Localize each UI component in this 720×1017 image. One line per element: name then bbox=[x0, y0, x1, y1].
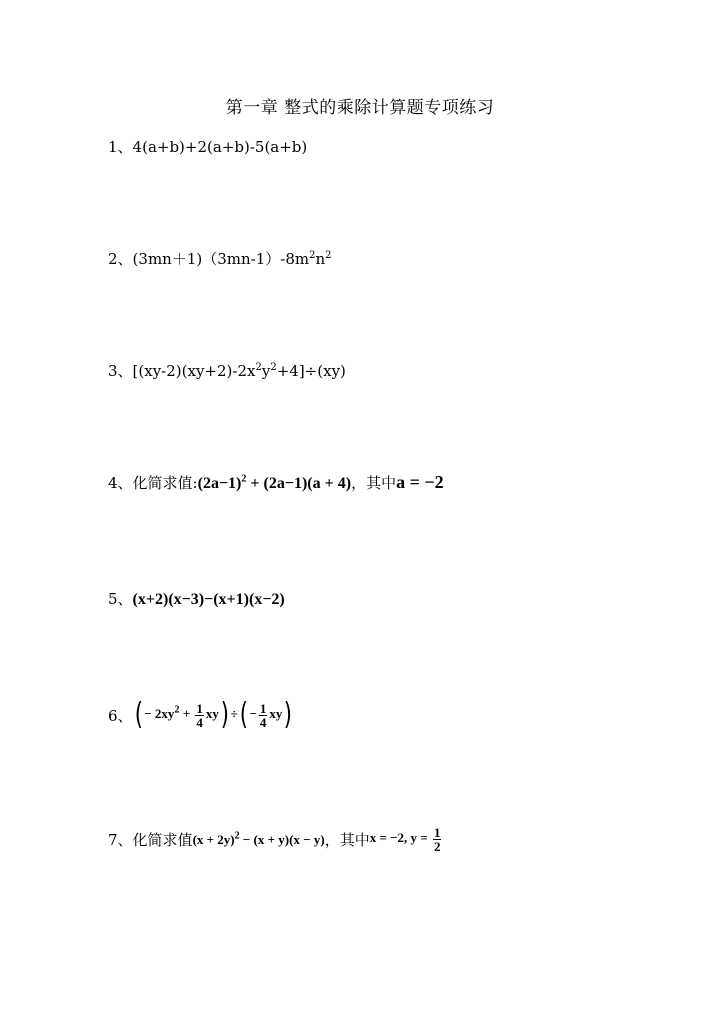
problem-number: 3、 bbox=[108, 362, 133, 380]
problem-prefix: 化简求值: bbox=[132, 474, 198, 492]
problem-number: 4、 bbox=[108, 474, 133, 492]
problem-1 bbox=[108, 136, 307, 157]
fraction: $\frac{1}{4}$ bbox=[196, 700, 203, 730]
fraction: $\frac{1}{2}$ bbox=[433, 825, 441, 854]
problem-expression: $(3mn+1)(3mn-1)-8m^2n^2$ bbox=[132, 250, 332, 268]
problem-expression: (x+2)(x−3)−(x+1)(x−2) bbox=[132, 591, 285, 608]
problem-6 bbox=[108, 697, 294, 732]
problem-condition-label: ，其中 bbox=[351, 474, 397, 492]
problem-expression: ( − $2xy^2$ + $\frac{1}{4}$ xy) ÷( − $\frac{1}{4}$ xy) bbox=[134, 697, 293, 732]
problem-prefix: 化简求值 bbox=[132, 831, 193, 849]
fraction: $\frac{1}{4}$ bbox=[259, 700, 267, 730]
problem-number: 2、 bbox=[108, 250, 133, 268]
problem-number: 5、 bbox=[108, 590, 133, 608]
problem-expression: 4(a+b)+2(a+b)-5(a+b) bbox=[132, 138, 308, 156]
problem-number: 7、 bbox=[108, 831, 133, 849]
problem-condition: x = −2, y = $\frac{1}{2}$ bbox=[369, 825, 441, 854]
problem-expression: $[(xy-2)(xy+2)-2x^2y^2+4]\div(xy)$ bbox=[132, 362, 346, 380]
problem-expression: $(2a-1)^2 + (2a-1)(a + 4)$ bbox=[197, 473, 352, 492]
problem-3 bbox=[108, 360, 346, 381]
problem-condition: a = −2 bbox=[396, 472, 444, 492]
page-title: 第一章 整式的乘除计算题专项练习 bbox=[225, 98, 495, 118]
problem-2 bbox=[108, 248, 332, 269]
problem-number: 1、 bbox=[108, 138, 133, 156]
problem-4 bbox=[108, 472, 444, 493]
problem-expression: $(x + 2y)^2 - (x + y)(x - y)$ bbox=[192, 830, 325, 847]
problem-5 bbox=[108, 588, 285, 609]
problem-condition-label: ，其中 bbox=[324, 831, 370, 849]
problem-7 bbox=[108, 826, 443, 853]
problem-number: 6、 bbox=[108, 706, 133, 725]
